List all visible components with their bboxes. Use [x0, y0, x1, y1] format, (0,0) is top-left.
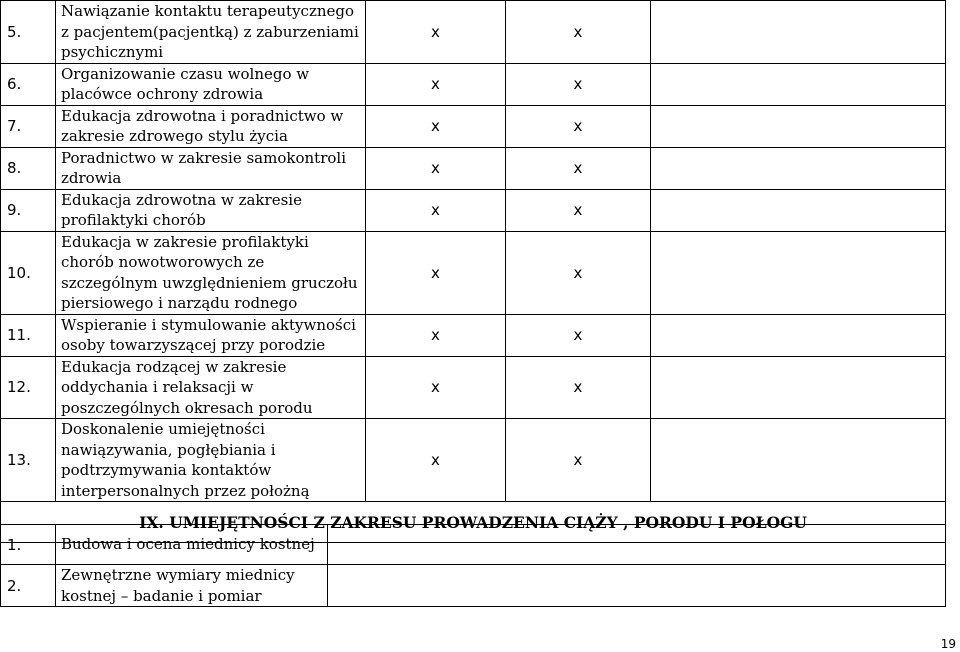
- empty-cell: [651, 105, 946, 147]
- x-mark: x: [506, 231, 651, 314]
- page-number: 19: [940, 637, 956, 651]
- row-number: 1.: [1, 525, 56, 565]
- empty-cell: [651, 314, 946, 356]
- row-number: 9.: [1, 189, 56, 231]
- x-mark: x: [366, 356, 506, 419]
- row-number: 10.: [1, 231, 56, 314]
- table-row: [1, 105, 946, 147]
- table-row: [1, 147, 946, 189]
- x-mark: x: [366, 189, 506, 231]
- row-number: 13.: [1, 419, 56, 502]
- empty-cell: [651, 356, 946, 419]
- empty-cell: [651, 419, 946, 502]
- row-text: Edukacja zdrowotna i poradnictwo w zakresie zdrowego stylu życia: [56, 105, 366, 147]
- x-mark: x: [366, 419, 506, 502]
- row-number: 12.: [1, 356, 56, 419]
- row-text: Nawiązanie kontaktu terapeutycznego z pacjentem(pacjentką) z zaburzeniami psychicznymi: [56, 1, 366, 64]
- row-number: 2.: [1, 565, 56, 607]
- row-text: Wspieranie i stymulowanie aktywności osoby towarzyszącej przy porodzie: [56, 314, 366, 356]
- table-row: [1, 63, 946, 105]
- x-mark: x: [506, 419, 651, 502]
- table-row: [1, 189, 946, 231]
- table-row: [1, 231, 946, 314]
- x-mark: x: [506, 105, 651, 147]
- row-number: 11.: [1, 314, 56, 356]
- row-text: Zewnętrzne wymiary miednicy kostnej – badanie i pomiar: [56, 565, 328, 607]
- x-mark: x: [506, 1, 651, 64]
- table-row: [1, 565, 946, 607]
- row-number: 5.: [1, 1, 56, 64]
- row-text: Poradnictwo w zakresie samokontroli zdrowia: [56, 147, 366, 189]
- section-title: IX. UMIEJĘTNOŚCI Z ZAKRESU PROWADZENIA CIĄŻY , PORODU I POŁOGU: [1, 502, 946, 543]
- x-mark: x: [366, 231, 506, 314]
- table-row: [1, 525, 946, 565]
- row-number: 6.: [1, 63, 56, 105]
- x-mark: x: [366, 1, 506, 64]
- row-number: 8.: [1, 147, 56, 189]
- x-mark: x: [366, 105, 506, 147]
- row-text: Edukacja w zakresie profilaktyki chorób nowotworowych ze szczególnym uwzględnieniem gruczołu piersiowego i narządu rodnego: [56, 231, 366, 314]
- x-mark: x: [366, 314, 506, 356]
- row-text: Edukacja rodzącej w zakresie oddychania i relaksacji w poszczególnych okresach porodu: [56, 356, 366, 419]
- x-mark: x: [366, 63, 506, 105]
- table-row: [1, 314, 946, 356]
- x-mark: x: [506, 356, 651, 419]
- row-text: Doskonalenie umiejętności nawiązywania, pogłębiania i podtrzymywania kontaktów interpersonalnych przez położną: [56, 419, 366, 502]
- table-row: [1, 1, 946, 64]
- empty-cell: [651, 147, 946, 189]
- row-text: Organizowanie czasu wolnego w placówce ochrony zdrowia: [56, 63, 366, 105]
- x-mark: x: [506, 314, 651, 356]
- x-mark: x: [506, 63, 651, 105]
- row-text: Budowa i ocena miednicy kostnej: [56, 525, 328, 565]
- empty-cell: [328, 525, 946, 565]
- x-mark: x: [506, 189, 651, 231]
- empty-cell: [328, 565, 946, 607]
- empty-cell: [651, 189, 946, 231]
- x-mark: x: [366, 147, 506, 189]
- x-mark: x: [506, 147, 651, 189]
- skills-table-section-ix: [0, 524, 946, 607]
- empty-cell: [651, 1, 946, 64]
- row-text: Edukacja zdrowotna w zakresie profilaktyki chorób: [56, 189, 366, 231]
- table-row: [1, 419, 946, 502]
- empty-cell: [651, 231, 946, 314]
- empty-cell: [651, 63, 946, 105]
- table-row: [1, 356, 946, 419]
- row-number: 7.: [1, 105, 56, 147]
